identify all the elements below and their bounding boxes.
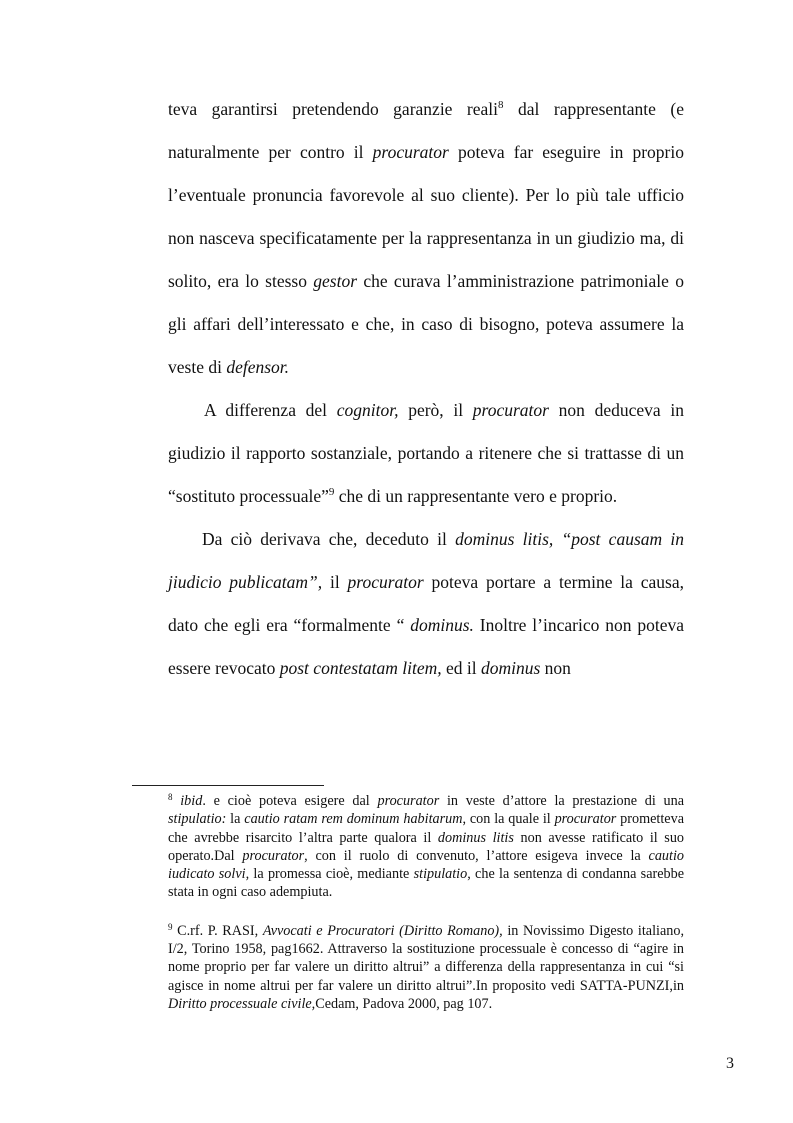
italic-text: procurator [242, 847, 305, 864]
italic-text: stipulatio: [168, 811, 227, 828]
text-run: non avesse ratificato il suo operato.Dal [168, 829, 685, 864]
italic-text: procurator [377, 793, 440, 809]
footnote-8 [168, 792, 684, 902]
italic-text: cautio iudicato solvi, [168, 847, 684, 883]
italic-text: dominus [480, 658, 541, 678]
text-run: , con la quale il [462, 811, 555, 828]
italic-text: dominus. [410, 615, 474, 635]
text-run: poteva portare a termine la causa, dato che egli era “formalmente “ [168, 572, 684, 635]
text-run: , che la sentenza di condanna sarebbe stata in ogni caso adempiuta. [168, 866, 685, 901]
text-run: teva garantirsi pretendendo garanzie reali [168, 99, 499, 119]
paragraph-2 [168, 389, 684, 518]
italic-text: procurator [347, 572, 424, 592]
italic-text: gestor [313, 271, 358, 291]
text-run: A differenza del [204, 400, 337, 420]
italic-text: stipulatio [413, 866, 468, 883]
italic-text: dominus litis [437, 829, 514, 846]
text-run: in Novissimo Digesto italiano, I/2, Torino 1958, pag1662. Attraverso la sostituzione processuale è concesso di “agire in nome proprio per far valere un diritto altrui” a differenza della rappresentanza in cui “si agisce in nome altrui per far valere un diritto altrui”.In proposito vedi SATTA-PUNZI,in [168, 922, 684, 994]
text-run: , con il ruolo di convenuto, l’attore esigeva invece la [304, 847, 649, 864]
main-text [168, 88, 684, 690]
text-run: poteva far eseguire in proprio l’eventuale pronuncia favorevole al suo cliente). Per lo più tale ufficio non nasceva specificatamente per la rappresentanza in un giudizio ma, di solito, era lo stesso [168, 142, 684, 291]
italic-text: Avvocati e Procuratori (Diritto Romano), [262, 922, 503, 939]
text-run: . e cioè poteva esigere dal [202, 793, 378, 809]
footnote-9 [168, 922, 684, 1013]
italic-text: procurator [554, 811, 617, 828]
page-number: 3 [726, 1055, 734, 1072]
italic-text: ibid [180, 793, 203, 809]
italic-text: procurator [372, 142, 449, 162]
text-run: che curava l’amministrazione patrimoniale o gli affari dell’interessato e che, in caso di bisogno, poteva assumere la veste di [168, 271, 684, 377]
italic-text: procurator [472, 400, 549, 420]
text-run: la [226, 811, 245, 828]
text-run: Cedam, Padova 2000, pag 107. [315, 995, 493, 1012]
text-run: ed il [441, 658, 481, 678]
italic-text: cautio ratam rem dominum habitarum [244, 811, 463, 828]
text-run: non deduceva in giudizio il rapporto sostanziale, portando a ritenere che si trattasse di un “sostituto processuale” [168, 400, 684, 506]
text-run: però, il [398, 400, 473, 420]
paragraph-3 [168, 518, 684, 690]
footnote-ref: 8 [168, 792, 173, 802]
text-run: dal rappresentante (e naturalmente per contro il [168, 99, 684, 162]
text-run: Inoltre l’incarico non poteva essere revocato [168, 615, 684, 678]
footnote-ref: 9 [168, 921, 173, 932]
footnotes [168, 792, 684, 1013]
italic-text: post contestatam litem, [279, 658, 442, 678]
italic-text: defensor. [226, 357, 290, 377]
text-run: il [322, 572, 348, 592]
text-run: che di un rappresentante vero e proprio. [334, 486, 618, 506]
text-run: Da ciò derivava che, deceduto il [202, 529, 456, 549]
italic-text: dominus litis, “post causam in jiudicio publicatam”, [168, 529, 684, 592]
italic-text: cognitor, [336, 400, 399, 420]
italic-text: Diritto processuale civile, [168, 995, 316, 1012]
footnote-ref: 8 [498, 99, 504, 111]
footnote-ref: 9 [328, 486, 335, 498]
footnote-separator [132, 785, 324, 786]
text-run: non [540, 658, 571, 678]
text-run: prometteva che avrebbe risarcito l’altra parte qualora il [168, 811, 684, 846]
text-run: C.rf. P. RASI, [172, 922, 263, 939]
text-run: in veste d’attore la prestazione di una [439, 793, 684, 809]
paragraph-1 [168, 88, 684, 389]
text-run: la promessa cioè, mediante [249, 866, 414, 883]
